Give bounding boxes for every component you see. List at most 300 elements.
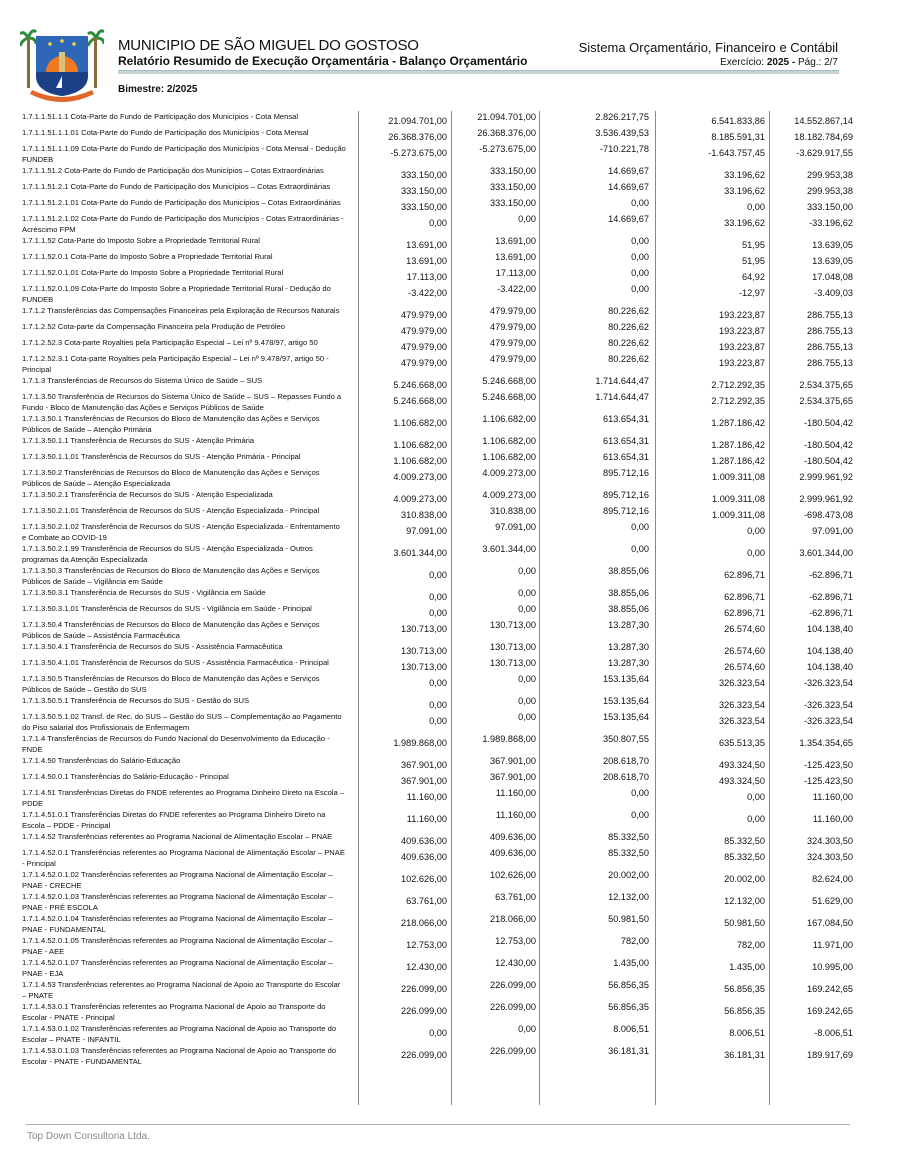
cell-balance: 286.755,13	[807, 326, 853, 336]
cell-updated-forecast: 4.009.273,00	[482, 490, 536, 500]
cell-initial-forecast: 333.150,00	[401, 186, 447, 196]
cell-period-realized: 493.324,50	[719, 760, 765, 770]
cell-initial-forecast: 1.106.682,00	[393, 440, 447, 450]
row-description: 1.7.1.3.50 Transferência de Recursos do Sistema Único de Saúde – SUS – Repasses Fundo a Fundo - Bloco de Manutenção das Ações e Serviços Públicos de Saúde	[22, 392, 342, 412]
cell-bimester-realized: 0,00	[631, 268, 649, 278]
table-row	[22, 1001, 870, 1023]
cell-bimester-realized: 14.669,67	[608, 166, 649, 176]
table-row	[22, 321, 870, 337]
cell-bimester-realized: 38.855,06	[608, 588, 649, 598]
cell-initial-forecast: -5.273.675,00	[390, 148, 447, 158]
cell-initial-forecast: 367.901,00	[401, 776, 447, 786]
cell-initial-forecast: 130.713,00	[401, 624, 447, 634]
cell-period-realized: 50.981,50	[724, 918, 765, 928]
row-description: 1.7.1.2 Transferências das Compensações Financeiras pela Exploração de Recursos Naturais	[22, 306, 340, 315]
cell-updated-forecast: 5.246.668,00	[482, 376, 536, 386]
cell-balance: -180.504,42	[803, 440, 853, 450]
table-row	[22, 869, 870, 891]
cell-period-realized: 1.287.186,42	[711, 418, 765, 428]
cell-updated-forecast: 1.106.682,00	[482, 414, 536, 424]
cell-initial-forecast: 1.106.682,00	[393, 456, 447, 466]
cell-period-realized: 0,00	[747, 202, 765, 212]
system-name: Sistema Orçamentário, Financeiro e Contábil	[578, 40, 838, 55]
cell-initial-forecast: 63.761,00	[406, 896, 447, 906]
cell-bimester-realized: 80.226,62	[608, 354, 649, 364]
table-row	[22, 847, 870, 869]
cell-balance: 169.242,65	[807, 984, 853, 994]
cell-bimester-realized: 14.669,67	[608, 182, 649, 192]
row-description: 1.7.1.3.50.2.1.99 Transferência de Recursos do SUS - Atenção Especializada - Outros programas da Atenção Especializada	[22, 544, 313, 564]
cell-bimester-realized: 80.226,62	[608, 322, 649, 332]
cell-period-realized: 36.181,31	[724, 1050, 765, 1060]
cell-balance: -62.896,71	[809, 592, 853, 602]
cell-updated-forecast: 12.430,00	[495, 958, 536, 968]
cell-bimester-realized: 350.807,55	[603, 734, 649, 744]
cell-updated-forecast: 1.106.682,00	[482, 452, 536, 462]
cell-initial-forecast: 12.753,00	[406, 940, 447, 950]
cell-initial-forecast: 310.838,00	[401, 510, 447, 520]
cell-initial-forecast: 102.626,00	[401, 874, 447, 884]
row-description: 1.7.1.1.52.0.1.01 Cota-Parte do Imposto Sobre a Propriedade Territorial Rural	[22, 268, 284, 277]
exercise-info	[720, 57, 838, 68]
row-description: 1.7.1.1.52 Cota-Parte do Imposto Sobre a Propriedade Territorial Rural	[22, 236, 260, 245]
cell-initial-forecast: 479.979,00	[401, 326, 447, 336]
cell-period-realized: 635.513,35	[719, 738, 765, 748]
table-row	[22, 913, 870, 935]
row-description: 1.7.1.3.50.4.1 Transferência de Recursos do SUS - Assistência Farmacêutica	[22, 642, 283, 651]
cell-balance: 2.534.375,65	[799, 380, 853, 390]
row-description: 1.7.1.3.50.2 Transferências de Recursos do Bloco de Manutenção das Ações e Serviços Públicos de Saúde – Atenção Especializada	[22, 468, 320, 488]
table-row	[22, 213, 870, 235]
cell-bimester-realized: 895.712,16	[603, 490, 649, 500]
cell-balance: 104.138,40	[807, 646, 853, 656]
cell-period-realized: 6.541.833,86	[711, 116, 765, 126]
row-description: 1.7.1.2.52.3 Cota-parte Royalties pela Participação Especial – Lei nº 9.478/97, artigo 50	[22, 338, 318, 347]
cell-bimester-realized: 80.226,62	[608, 306, 649, 316]
table-row	[22, 505, 870, 521]
cell-updated-forecast: 12.753,00	[495, 936, 536, 946]
cell-updated-forecast: 130.713,00	[490, 620, 536, 630]
cell-initial-forecast: 367.901,00	[401, 760, 447, 770]
row-description: 1.7.1.1.51.1.1.09 Cota-Parte do Fundo de Participação dos Municípios - Cota Mensal - Dedução FUNDEB	[22, 144, 346, 164]
table-row	[22, 711, 870, 733]
cell-period-realized: 62.896,71	[724, 608, 765, 618]
table-row	[22, 127, 870, 143]
table-row	[22, 435, 870, 451]
row-description: 1.7.1.3.50.3.1 Transferência de Recursos do SUS - Vigilância em Saúde	[22, 588, 266, 597]
row-description: 1.7.1.2.52.3.1 Cota-parte Royalties pela Participação Especial – Lei nº 9.478/97, artigo 50 - Principal	[22, 354, 329, 374]
row-description: 1.7.1.4.52.0.1 Transferências referentes ao Programa Nacional de Alimentação Escolar – PNAE - Principal	[22, 848, 345, 868]
cell-period-realized: 193.223,87	[719, 326, 765, 336]
cell-updated-forecast: 0,00	[518, 1024, 536, 1034]
row-description: 1.7.1.1.52.0.1.09 Cota-Parte do Imposto Sobre a Propriedade Territorial Rural - Dedução do FUNDEB	[22, 284, 331, 304]
cell-balance: -698.473,08	[803, 510, 853, 520]
table-row	[22, 935, 870, 957]
cell-updated-forecast: 63.761,00	[495, 892, 536, 902]
cell-balance: 11.160,00	[812, 792, 853, 802]
cell-updated-forecast: 310.838,00	[490, 506, 536, 516]
cell-balance: 51.629,00	[812, 896, 853, 906]
cell-period-realized: 2.712.292,35	[711, 380, 765, 390]
cell-bimester-realized: 13.287,30	[608, 658, 649, 668]
row-description: 1.7.1.4.53 Transferências referentes ao Programa Nacional de Apoio ao Transporte do Escolar – PNATE	[22, 980, 341, 1000]
row-description: 1.7.1.4.53.0.1.03 Transferências referentes ao Programa Nacional de Apoio ao Transporte do Escolar - PNATE - FUNDAMENTAL	[22, 1046, 337, 1066]
cell-initial-forecast: 226.099,00	[401, 1006, 447, 1016]
cell-bimester-realized: 38.855,06	[608, 566, 649, 576]
cell-balance: 2.999.961,92	[799, 472, 853, 482]
cell-initial-forecast: 97.091,00	[406, 526, 447, 536]
cell-bimester-realized: 895.712,16	[603, 468, 649, 478]
cell-period-realized: 26.574,60	[724, 624, 765, 634]
cell-updated-forecast: 0,00	[518, 696, 536, 706]
cell-bimester-realized: 13.287,30	[608, 620, 649, 630]
cell-updated-forecast: 226.099,00	[490, 980, 536, 990]
cell-updated-forecast: 367.901,00	[490, 756, 536, 766]
cell-bimester-realized: 208.618,70	[603, 772, 649, 782]
cell-bimester-realized: 782,00	[620, 936, 649, 946]
cell-bimester-realized: 613.654,31	[603, 436, 649, 446]
cell-period-realized: 326.323,54	[719, 678, 765, 688]
cell-updated-forecast: 226.099,00	[490, 1002, 536, 1012]
cell-updated-forecast: 409.636,00	[490, 848, 536, 858]
cell-updated-forecast: 130.713,00	[490, 642, 536, 652]
row-description: 1.7.1.1.51.2.1 Cota-Parte do Fundo de Participação dos Municípios – Cotas Extraordinárias	[22, 182, 331, 191]
cell-balance: 2.999.961,92	[799, 494, 853, 504]
cell-initial-forecast: 1.106.682,00	[393, 418, 447, 428]
cell-balance: 14.552.867,14	[794, 116, 853, 126]
cell-updated-forecast: 26.368.376,00	[477, 128, 536, 138]
cell-period-realized: 1.287.186,42	[711, 456, 765, 466]
cell-period-realized: -12,97	[738, 288, 765, 298]
cell-bimester-realized: 1.714.644,47	[595, 376, 649, 386]
cell-balance: 13.639,05	[812, 240, 853, 250]
cell-balance: -326.323,54	[803, 678, 853, 688]
cell-bimester-realized: 895.712,16	[603, 506, 649, 516]
cell-bimester-realized: 3.536.439,53	[595, 128, 649, 138]
cell-balance: -180.504,42	[803, 418, 853, 428]
cell-initial-forecast: 4.009.273,00	[393, 472, 447, 482]
cell-initial-forecast: 0,00	[429, 592, 447, 602]
cell-initial-forecast: 11.160,00	[406, 814, 447, 824]
row-description: 1.7.1.1.51.2 Cota-Parte do Fundo de Participação dos Municípios – Cotas Extraordinárias	[22, 166, 324, 175]
cell-balance: 11.971,00	[812, 940, 853, 950]
cell-updated-forecast: 102.626,00	[490, 870, 536, 880]
table-row	[22, 413, 870, 435]
cell-bimester-realized: 1.714.644,47	[595, 392, 649, 402]
cell-initial-forecast: 21.094.701,00	[388, 116, 447, 126]
cell-initial-forecast: 333.150,00	[401, 170, 447, 180]
cell-updated-forecast: 0,00	[518, 712, 536, 722]
cell-period-realized: 0,00	[747, 548, 765, 558]
cell-period-realized: 51,95	[742, 240, 765, 250]
table-row	[22, 891, 870, 913]
cell-balance: -33.196,62	[809, 218, 853, 228]
cell-balance: 104.138,40	[807, 624, 853, 634]
cell-balance: 324.303,50	[807, 852, 853, 862]
cell-updated-forecast: 0,00	[518, 604, 536, 614]
cell-updated-forecast: 5.246.668,00	[482, 392, 536, 402]
cell-initial-forecast: 130.713,00	[401, 662, 447, 672]
table-row	[22, 375, 870, 391]
cell-period-realized: 193.223,87	[719, 358, 765, 368]
cell-period-realized: 51,95	[742, 256, 765, 266]
row-description: 1.7.1.3.50.4.1.01 Transferência de Recursos do SUS - Assistência Farmacêutica - Principal	[22, 658, 329, 667]
cell-balance: -125.423,50	[803, 776, 853, 786]
cell-updated-forecast: 13.691,00	[495, 252, 536, 262]
cell-balance: 333.150,00	[807, 202, 853, 212]
cell-updated-forecast: 333.150,00	[490, 166, 536, 176]
cell-bimester-realized: 0,00	[631, 236, 649, 246]
cell-period-realized: 193.223,87	[719, 342, 765, 352]
cell-bimester-realized: 0,00	[631, 788, 649, 798]
table-row	[22, 565, 870, 587]
cell-period-realized: 0,00	[747, 814, 765, 824]
cell-period-realized: 1.287.186,42	[711, 440, 765, 450]
cell-period-realized: 2.712.292,35	[711, 396, 765, 406]
cell-updated-forecast: -5.273.675,00	[479, 144, 536, 154]
cell-bimester-realized: 0,00	[631, 198, 649, 208]
cell-bimester-realized: 8.006,51	[613, 1024, 649, 1034]
cell-bimester-realized: 613.654,31	[603, 414, 649, 424]
row-description: 1.7.1.3.50.5.1 Transferência de Recursos do SUS - Gestão do SUS	[22, 696, 250, 705]
municipal-coat-of-arms-logo	[20, 26, 104, 108]
municipality-name: MUNICIPIO DE SÃO MIGUEL DO GOSTOSO	[118, 37, 419, 54]
table-row	[22, 809, 870, 831]
cell-period-realized: 33.196,62	[724, 218, 765, 228]
cell-initial-forecast: 3.601.344,00	[393, 548, 447, 558]
cell-updated-forecast: 0,00	[518, 674, 536, 684]
cell-bimester-realized: 13.287,30	[608, 642, 649, 652]
cell-updated-forecast: -3.422,00	[497, 284, 536, 294]
table-row	[22, 695, 870, 711]
cell-period-realized: 1.435,00	[729, 962, 765, 972]
table-row	[22, 733, 870, 755]
cell-initial-forecast: 333.150,00	[401, 202, 447, 212]
cell-initial-forecast: 1.989.868,00	[393, 738, 447, 748]
table-row	[22, 673, 870, 695]
cell-updated-forecast: 130.713,00	[490, 658, 536, 668]
cell-balance: -8.006,51	[814, 1028, 853, 1038]
cell-bimester-realized: 38.855,06	[608, 604, 649, 614]
cell-updated-forecast: 97.091,00	[495, 522, 536, 532]
cell-period-realized: 0,00	[747, 792, 765, 802]
cell-period-realized: 85.332,50	[724, 852, 765, 862]
cell-updated-forecast: 367.901,00	[490, 772, 536, 782]
table-row	[22, 587, 870, 603]
cell-bimester-realized: 2.826.217,75	[595, 112, 649, 122]
cell-initial-forecast: 0,00	[429, 570, 447, 580]
cell-bimester-realized: 0,00	[631, 544, 649, 554]
row-description: 1.7.1.4.52.0.1.07 Transferências referentes ao Programa Nacional de Alimentação Escolar – PNAE - EJA	[22, 958, 333, 978]
cell-balance: -3.629.917,55	[796, 148, 853, 158]
cell-updated-forecast: 3.601.344,00	[482, 544, 536, 554]
cell-balance: 104.138,40	[807, 662, 853, 672]
cell-balance: -3.409,03	[814, 288, 853, 298]
cell-updated-forecast: 0,00	[518, 214, 536, 224]
row-description: 1.7.1.1.51.2.1.01 Cota-Parte do Fundo de Participação dos Municípios – Cotas Extraordinárias	[22, 198, 341, 207]
cell-initial-forecast: 0,00	[429, 678, 447, 688]
row-description: 1.7.1.4.51.0.1 Transferências Diretas do FNDE referentes ao Programa Dinheiro Direto na Escola – PDDE - Principal	[22, 810, 326, 830]
cell-bimester-realized: 36.181,31	[608, 1046, 649, 1056]
cell-bimester-realized: 208.618,70	[603, 756, 649, 766]
cell-initial-forecast: 4.009.273,00	[393, 494, 447, 504]
row-description: 1.7.1.3.50.1.1.01 Transferência de Recursos do SUS - Atenção Primária - Principal	[22, 452, 301, 461]
cell-balance: 324.303,50	[807, 836, 853, 846]
cell-balance: -125.423,50	[803, 760, 853, 770]
cell-period-realized: 493.324,50	[719, 776, 765, 786]
table-row	[22, 787, 870, 809]
cell-initial-forecast: 13.691,00	[406, 256, 447, 266]
table-row	[22, 1023, 870, 1045]
row-description: 1.7.1.2.52 Cota-parte da Compensação Financeira pela Produção de Petróleo	[22, 322, 285, 331]
cell-updated-forecast: 479.979,00	[490, 306, 536, 316]
cell-initial-forecast: 479.979,00	[401, 310, 447, 320]
row-description: 1.7.1.3.50.1 Transferências de Recursos do Bloco de Manutenção das Ações e Serviços Públicos de Saúde – Atenção Primária	[22, 414, 320, 434]
cell-bimester-realized: 56.856,35	[608, 980, 649, 990]
bimester-label: Bimestre: 2/2025	[118, 84, 198, 95]
cell-updated-forecast: 1.989.868,00	[482, 734, 536, 744]
cell-bimester-realized: 0,00	[631, 522, 649, 532]
row-description: 1.7.1.1.52.0.1 Cota-Parte do Imposto Sobre a Propriedade Territorial Rural	[22, 252, 273, 261]
cell-period-realized: -1.643.757,45	[708, 148, 765, 158]
row-description: 1.7.1.4.50 Transferências do Salário-Educação	[22, 756, 181, 765]
table-row	[22, 619, 870, 641]
row-description: 1.7.1.3.50.3.1.01 Transferência de Recursos do SUS - Vigilância em Saúde - Principal	[22, 604, 312, 613]
exercise-label: Exercício:	[720, 57, 765, 68]
table-row	[22, 979, 870, 1001]
cell-balance: 18.182.784,69	[794, 132, 853, 142]
cell-balance: 13.639,05	[812, 256, 853, 266]
cell-balance: -326.323,54	[803, 716, 853, 726]
cell-bimester-realized: 0,00	[631, 284, 649, 294]
row-description: 1.7.1.4.52.0.1.04 Transferências referentes ao Programa Nacional de Alimentação Escolar – PNAE - FUNDAMENTAL	[22, 914, 333, 934]
cell-bimester-realized: 613.654,31	[603, 452, 649, 462]
cell-balance: 189.917,69	[807, 1050, 853, 1060]
row-description: 1.7.1.4 Transferências de Recursos do Fundo Nacional do Desenvolvimento da Educação -FNDE	[22, 734, 330, 754]
cell-balance: 286.755,13	[807, 358, 853, 368]
row-description: 1.7.1.3.50.5.1.02 Transf. de Rec. do SUS – Gestão do SUS – Complementação ao Pagamento do Piso salarial dos Profissionais de Enfermagem	[22, 712, 342, 732]
cell-initial-forecast: 0,00	[429, 1028, 447, 1038]
table-row	[22, 467, 870, 489]
row-description: 1.7.1.1.51.1.1 Cota-Parte do Fundo de Participação dos Municípios - Cota Mensal	[22, 112, 299, 121]
cell-updated-forecast: 333.150,00	[490, 182, 536, 192]
table-row	[22, 391, 870, 413]
cell-initial-forecast: 5.246.668,00	[393, 396, 447, 406]
cell-bimester-realized: 153.135,64	[603, 674, 649, 684]
row-description: 1.7.1.4.52.0.1.03 Transferências referentes ao Programa Nacional de Alimentação Escolar – PNAE - PRÉ ESCOLA	[22, 892, 333, 912]
cell-initial-forecast: 226.099,00	[401, 984, 447, 994]
table-row	[22, 197, 870, 213]
report-title: Relatório Resumido de Execução Orçamentária - Balanço Orçamentário	[118, 54, 528, 68]
cell-period-realized: 62.896,71	[724, 570, 765, 580]
cell-updated-forecast: 1.106.682,00	[482, 436, 536, 446]
table-row	[22, 181, 870, 197]
row-description: 1.7.1.3.50.1.1 Transferência de Recursos do SUS - Atenção Primária	[22, 436, 255, 445]
cell-initial-forecast: 0,00	[429, 218, 447, 228]
header-divider	[118, 70, 839, 74]
cell-period-realized: 8.006,51	[729, 1028, 765, 1038]
cell-bimester-realized: 80.226,62	[608, 338, 649, 348]
table-row	[22, 957, 870, 979]
cell-balance: 167.084,50	[807, 918, 853, 928]
table-row	[22, 235, 870, 251]
cell-bimester-realized: 0,00	[631, 252, 649, 262]
row-description: 1.7.1.3.50.5 Transferências de Recursos do Bloco de Manutenção das Ações e Serviços Públicos de Saúde – Gestão do SUS	[22, 674, 320, 694]
cell-bimester-realized: 12.132,00	[608, 892, 649, 902]
cell-updated-forecast: 11.160,00	[495, 810, 536, 820]
cell-initial-forecast: 12.430,00	[406, 962, 447, 972]
cell-initial-forecast: 17.113,00	[406, 272, 447, 282]
cell-bimester-realized: 20.002,00	[608, 870, 649, 880]
cell-initial-forecast: 409.636,00	[401, 836, 447, 846]
cell-initial-forecast: 479.979,00	[401, 342, 447, 352]
cell-period-realized: 1.009.311,08	[712, 494, 765, 504]
cell-initial-forecast: 479.979,00	[401, 358, 447, 368]
cell-initial-forecast: 409.636,00	[401, 852, 447, 862]
cell-balance: 17.048,08	[812, 272, 853, 282]
cell-initial-forecast: 5.246.668,00	[393, 380, 447, 390]
cell-updated-forecast: 0,00	[518, 566, 536, 576]
row-description: 1.7.1.1.51.2.1.02 Cota-Parte do Fundo de Participação dos Municípios - Cotas Extraordinárias - Acréscimo FPM	[22, 214, 344, 234]
cell-balance: 299.953,38	[807, 170, 853, 180]
cell-bimester-realized: -710.221,78	[599, 144, 649, 154]
cell-bimester-realized: 1.435,00	[613, 958, 649, 968]
table-row	[22, 143, 870, 165]
cell-updated-forecast: 479.979,00	[490, 354, 536, 364]
row-description: 1.7.1.4.53.0.1.02 Transferências referentes ao Programa Nacional de Apoio ao Transporte do Escolar – PNATE - INFANTIL	[22, 1024, 337, 1044]
row-description: 1.7.1.3.50.2.1 Transferência de Recursos do SUS - Atenção Especializada	[22, 490, 273, 499]
table-row	[22, 283, 870, 305]
cell-period-realized: 326.323,54	[719, 700, 765, 710]
row-description: 1.7.1.4.50.0.1 Transferências do Salário-Educação - Principal	[22, 772, 229, 781]
cell-balance: -326.323,54	[803, 700, 853, 710]
cell-period-realized: 8.185.591,31	[711, 132, 765, 142]
cell-updated-forecast: 479.979,00	[490, 338, 536, 348]
cell-updated-forecast: 17.113,00	[495, 268, 536, 278]
cell-initial-forecast: 218.066,00	[401, 918, 447, 928]
page-number: Pág.: 2/7	[797, 57, 838, 68]
cell-balance: 169.242,65	[807, 1006, 853, 1016]
row-description: 1.7.1.4.51 Transferências Diretas do FNDE referentes ao Programa Dinheiro Direto na Escola – PDDE	[22, 788, 345, 808]
cell-bimester-realized: 50.981,50	[608, 914, 649, 924]
cell-balance: -180.504,42	[803, 456, 853, 466]
table-row	[22, 337, 870, 353]
cell-period-realized: 1.009.311,08	[712, 472, 765, 482]
cell-period-realized: 62.896,71	[724, 592, 765, 602]
table-row	[22, 771, 870, 787]
cell-initial-forecast: 13.691,00	[406, 240, 447, 250]
row-description: 1.7.1.4.52.0.1.02 Transferências referentes ao Programa Nacional de Alimentação Escolar – PNAE - CRECHE	[22, 870, 333, 890]
cell-period-realized: 782,00	[736, 940, 765, 950]
cell-bimester-realized: 0,00	[631, 810, 649, 820]
row-description: 1.7.1.3.50.2.1.01 Transferência de Recursos do SUS - Atenção Especializada - Principal	[22, 506, 320, 515]
cell-updated-forecast: 0,00	[518, 588, 536, 598]
cell-bimester-realized: 153.135,64	[603, 696, 649, 706]
cell-updated-forecast: 218.066,00	[490, 914, 536, 924]
row-description: 1.7.1.3.50.4 Transferências de Recursos do Bloco de Manutenção das Ações e Serviços Públicos de Saúde – Assistência Farmacêutica	[22, 620, 320, 640]
cell-period-realized: 20.002,00	[724, 874, 765, 884]
cell-initial-forecast: 11.160,00	[406, 792, 447, 802]
table-row	[22, 267, 870, 283]
cell-initial-forecast: -3.422,00	[408, 288, 447, 298]
table-row	[22, 305, 870, 321]
cell-bimester-realized: 85.332,50	[608, 848, 649, 858]
cell-bimester-realized: 85.332,50	[608, 832, 649, 842]
cell-initial-forecast: 226.099,00	[401, 1050, 447, 1060]
table-row	[22, 165, 870, 181]
table-row	[22, 353, 870, 375]
cell-period-realized: 26.574,60	[724, 646, 765, 656]
